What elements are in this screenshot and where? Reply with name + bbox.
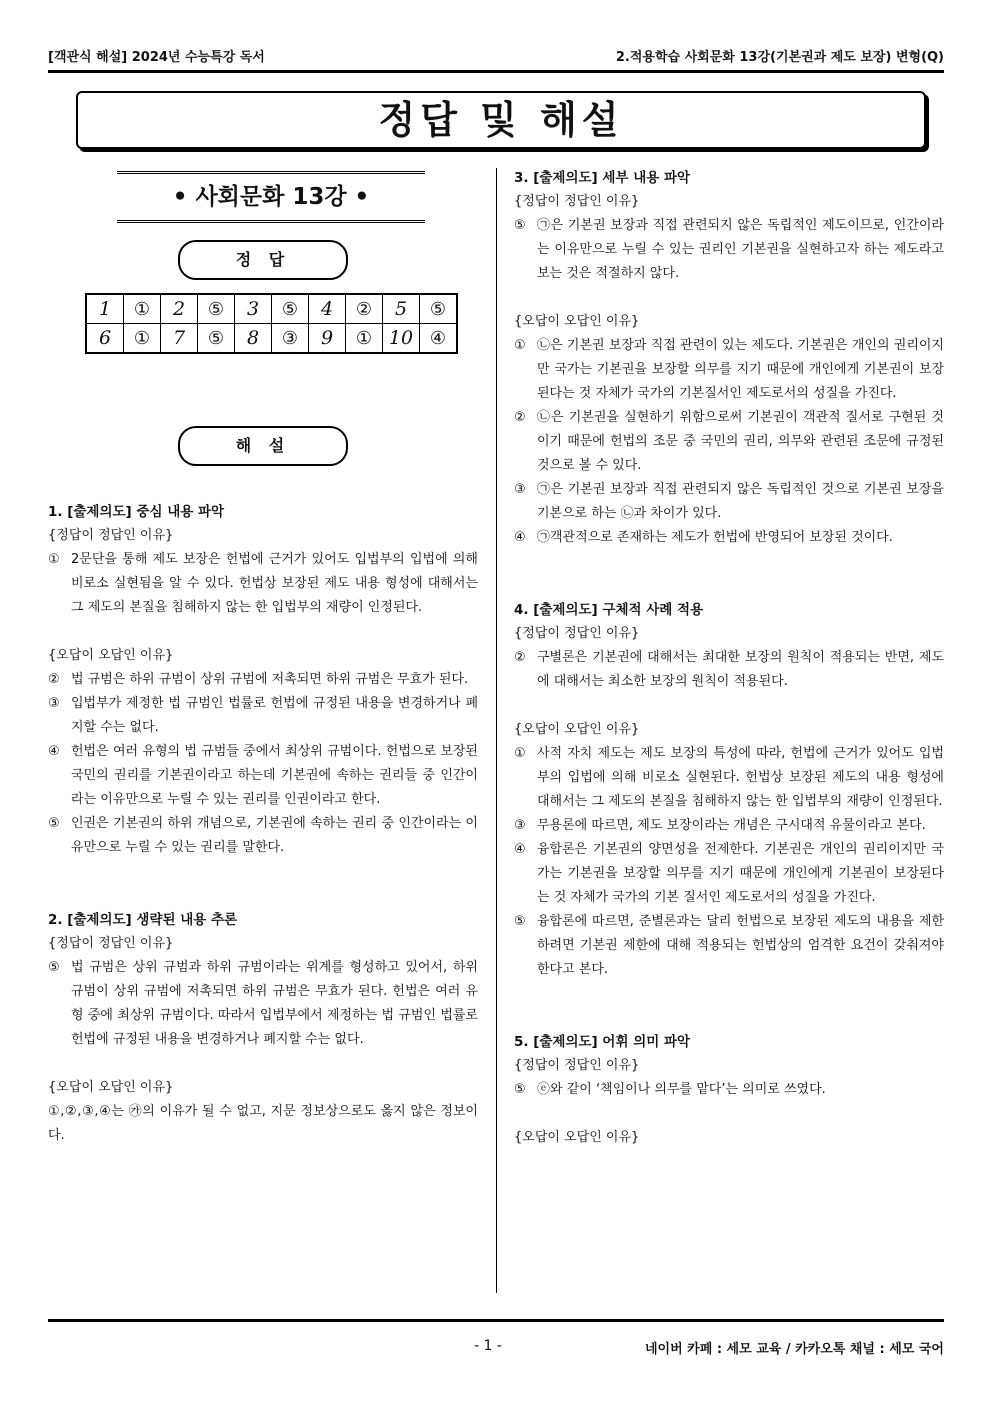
question-number: 8 — [235, 324, 272, 354]
answer-value: ③ — [272, 324, 309, 354]
explanation-item — [514, 814, 944, 838]
question-number: 6 — [86, 324, 124, 354]
item-text: 인권은 기본권의 하위 개념으로, 기본권에 속하는 권리 중 인간이라는 이유만으로 누릴 수 있는 권리를 말한다. — [71, 816, 478, 855]
answer-row — [86, 294, 457, 324]
correct-reason-heading: {정답이 정답인 이유} — [514, 1058, 640, 1073]
header-left: [객관식 해설] 2024년 수능특강 독서 — [48, 50, 265, 65]
question-number: 3 — [235, 294, 272, 324]
left-column — [48, 500, 478, 1148]
subject-banner — [117, 171, 425, 223]
item-mark: ③ — [514, 482, 526, 497]
item-mark: ⑤ — [514, 914, 526, 929]
answer-label: 정 답 — [178, 240, 348, 280]
answer-value: ① — [124, 324, 161, 354]
correct-reason-heading: {정답이 정답인 이유} — [48, 528, 174, 543]
answer-value: ⑤ — [272, 294, 309, 324]
question-number: 4 — [309, 294, 346, 324]
item-text: ⓔ와 같이 ‘책임이나 의무를 맡다’는 의미로 쓰였다. — [537, 1082, 826, 1097]
item-mark: ⑤ — [514, 218, 526, 233]
explanation-item — [514, 478, 944, 526]
explanation-item — [514, 646, 944, 694]
answer-value: ② — [346, 294, 383, 324]
answer-value: ⑤ — [420, 294, 458, 324]
question-number: 9 — [309, 324, 346, 354]
wrong-reason-heading: {오답이 오답인 이유} — [48, 1080, 174, 1095]
explanation-item — [514, 526, 944, 550]
footer-rule — [48, 1319, 944, 1322]
page-title: 정답 및 해설 — [378, 98, 624, 142]
explanation-item — [48, 1100, 478, 1148]
item-text: ①,②,③,④는 ㉮의 이유가 될 수 없고, 지문 정보상으로도 옳지 않은 정보이다. — [48, 1104, 478, 1143]
explanation-item — [514, 742, 944, 814]
title-box — [76, 91, 926, 149]
answer-value: ⑤ — [198, 324, 235, 354]
item-mark: ⑤ — [514, 1082, 526, 1097]
item-text: ㉠은 기본권 보장과 직접 관련되지 않은 독립적인 제도이므로, 인간이라는 이유만으로 누릴 수 있는 권리인 기본권을 실현하고자 하는 제도라고 보는 것은 적절하지 않다. — [537, 218, 944, 281]
item-text: 입법부가 제정한 법 규범인 법률로 헌법에 규정된 내용을 변경하거나 폐지할 수는 없다. — [71, 696, 478, 735]
item-text: 융합론에 따르면, 준별론과는 달리 헌법으로 보장된 제도의 내용을 제한하려면 기본권 제한에 대해 적용되는 헌법상의 엄격한 요건이 갖춰져야 한다고 본다. — [537, 914, 944, 977]
section-title: 1. [출제의도] 중심 내용 파악 — [48, 504, 225, 520]
answer-row — [86, 324, 457, 354]
correct-reason-heading: {정답이 정답인 이유} — [48, 936, 174, 951]
explanation-item — [514, 406, 944, 478]
item-mark: ③ — [48, 696, 60, 711]
item-text: ㉠객관적으로 존재하는 제도가 헌법에 반영되어 보장된 것이다. — [537, 530, 893, 545]
item-mark: ④ — [514, 530, 526, 545]
item-text: 법 규범은 상위 규범과 하위 규범이라는 위계를 형성하고 있어서, 하위 규범이 상위 규범에 저촉되면 하위 규범은 무효가 된다. 헌법은 여러 유형 중에 최상위 규범이다. 따라서 입법부에서 제정하는 법 규범인 법률로 헌법에 규정된 내용을 변경하거나 폐지할 수는 없다. — [71, 960, 478, 1047]
wrong-reason-heading: {오답이 오답인 이유} — [514, 314, 640, 329]
item-mark: ① — [514, 746, 526, 761]
section-title: 4. [출제의도] 구체적 사례 적용 — [514, 602, 704, 618]
item-mark: ⑤ — [48, 960, 60, 975]
item-text: 법 규범은 하위 규범이 상위 규범에 저촉되면 하위 규범은 무효가 된다. — [71, 672, 469, 687]
explanation-item — [514, 214, 944, 286]
section-title: 2. [출제의도] 생략된 내용 추론 — [48, 912, 238, 928]
question-number: 1 — [86, 294, 124, 324]
item-mark: ② — [48, 672, 60, 687]
item-text: ㉠은 기본권 보장과 직접 관련되지 않은 독립적인 것으로 기본권 보장을 기본으로 하는 ㉡과 차이가 있다. — [537, 482, 944, 521]
item-text: 구별론은 기본권에 대해서는 최대한 보장의 원칙이 적용되는 반면, 제도에 대해서는 최소한 보장의 원칙이 적용된다. — [537, 650, 944, 689]
right-column — [514, 166, 944, 1150]
page-header — [48, 44, 944, 66]
item-text: 사적 자치 제도는 제도 보장의 특성에 따라, 헌법에 근거가 있어도 입법부의 입법에 의해 비로소 실현된다. 헌법상 보장된 제도의 내용 형성에 대해서는 그 제도의 본질을 침해하지 않는 한 입법부의 재량이 인정된다. — [537, 746, 944, 809]
item-text: ㉡은 기본권을 실현하기 위함으로써 기본권이 객관적 질서로 구현된 것이기 때문에 헌법의 조문 중 국민의 권리, 의무와 관련된 조문에 규정된 것으로 볼 수 있다. — [537, 410, 944, 473]
item-text: 2문단을 통해 제도 보장은 헌법에 근거가 있어도 입법부의 입법에 의해 비로소 실현됨을 알 수 있다. 헌법상 보장된 제도 내용 형성에 대해서는 그 제도의 본질을 침해하지 않는 한 입법부의 재량이 인정된다. — [71, 552, 478, 615]
item-text: 융합론은 기본권의 양면성을 전제한다. 기본권은 개인의 권리이지만 국가는 기본권을 보장할 의무를 지기 때문에 개인에게 기본권이 보장된다는 것 자체가 국가의 기본 질서인 제도로서의 성질을 가진다. — [537, 842, 944, 905]
question-number: 5 — [383, 294, 420, 324]
explanation-item — [48, 812, 478, 860]
item-mark: ① — [48, 552, 60, 567]
item-text: 헌법은 여러 유형의 법 규범들 중에서 최상위 규범이다. 헌법으로 보장된 국민의 권리를 기본권이라고 하는데 기본권에 속하는 권리들 중 인간이라는 이유만으로 누릴 수 있는 권리를 인권이라고 한다. — [71, 744, 478, 807]
item-text: 무용론에 따르면, 제도 보장이라는 개념은 구시대적 유물이라고 본다. — [537, 818, 926, 833]
correct-reason-heading: {정답이 정답인 이유} — [514, 194, 640, 209]
item-mark: ⑤ — [48, 816, 60, 831]
header-right: 2.적용학습 사회문화 13강(기본권과 제도 보장) 변형(Q) — [615, 50, 944, 65]
explanation-item — [48, 956, 478, 1052]
item-mark: ② — [514, 650, 526, 665]
wrong-reason-heading: {오답이 오답인 이유} — [514, 1130, 640, 1145]
subject-title: • 사회문화 13강 • — [172, 184, 370, 210]
item-mark: ② — [514, 410, 526, 425]
question-number: 10 — [383, 324, 420, 354]
explanation-label: 해 설 — [178, 426, 348, 466]
item-mark: ③ — [514, 818, 526, 833]
answer-table — [85, 293, 458, 354]
question-number: 7 — [161, 324, 198, 354]
column-divider — [496, 168, 497, 1293]
answer-value: ① — [124, 294, 161, 324]
wrong-reason-heading: {오답이 오답인 이유} — [514, 722, 640, 737]
item-mark: ④ — [48, 744, 60, 759]
explanation-item — [514, 838, 944, 910]
item-mark: ① — [514, 338, 526, 353]
explanation-item — [48, 740, 478, 812]
section-title: 3. [출제의도] 세부 내용 파악 — [514, 170, 691, 186]
answer-value: ④ — [420, 324, 458, 354]
item-mark: ④ — [514, 842, 526, 857]
answer-value: ⑤ — [198, 294, 235, 324]
page-number: - 1 - — [474, 1338, 502, 1354]
explanation-item — [48, 692, 478, 740]
explanation-item — [48, 548, 478, 620]
correct-reason-heading: {정답이 정답인 이유} — [514, 626, 640, 641]
footer-credit: 네이버 카페 : 세모 교육 / 카카오톡 채널 : 세모 국어 — [644, 1342, 944, 1357]
explanation-item — [514, 334, 944, 406]
answer-value: ① — [346, 324, 383, 354]
item-text: ㉡은 기본권 보장과 직접 관련이 있는 제도다. 기본권은 개인의 권리이지만 국가는 기본권을 보장할 의무를 지기 때문에 개인에게 기본권이 보장된다는 것 자체가 국가의 기본질서인 제도로서의 성질을 가진다. — [537, 338, 944, 401]
explanation-item — [514, 910, 944, 982]
question-number: 2 — [161, 294, 198, 324]
explanation-item — [514, 1078, 944, 1102]
header-rule — [48, 70, 944, 73]
wrong-reason-heading: {오답이 오답인 이유} — [48, 648, 174, 663]
explanation-item — [48, 668, 478, 692]
section-title: 5. [출제의도] 어휘 의미 파악 — [514, 1034, 691, 1050]
